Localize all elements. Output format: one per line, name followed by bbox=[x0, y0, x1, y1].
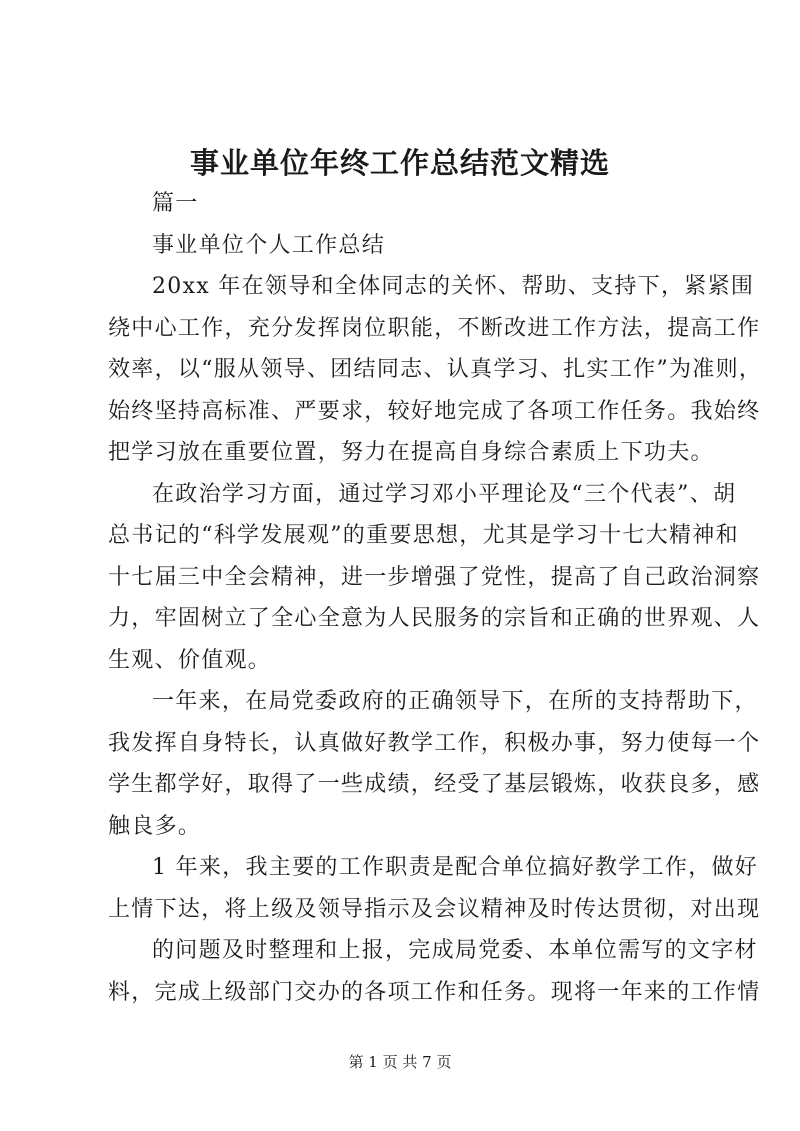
text-line: 触良多。 bbox=[108, 814, 202, 839]
text-line: 十七届三中全会精神，进一步增强了党性，提高了自己政治洞察 bbox=[108, 565, 761, 590]
text-line: 料，完成上级部门交办的各项工作和任务。现将一年来的工作情 bbox=[108, 980, 761, 1005]
text-line: 的问题及时整理和上报，完成局党委、本单位需写的文字材 bbox=[152, 938, 758, 963]
text-line: 绕中心工作，充分发挥岗位职能，不断改进工作方法，提高工作 bbox=[108, 316, 761, 341]
text-line: 我发挥自身特长，认真做好教学工作，积极办事，努力使每一个 bbox=[108, 731, 761, 756]
text-line: 效率，以“服从领导、团结同志、认真学习、扎实工作”为准则， bbox=[108, 357, 763, 382]
text-line: 一年来，在局党委政府的正确领导下，在所的支持帮助下， bbox=[152, 689, 758, 714]
text-line: 在政治学习方面，通过学习邓小平理论及“三个代表”、胡 bbox=[152, 482, 737, 507]
document-title: 事业单位年终工作总结范文精选 bbox=[189, 146, 610, 180]
page-number: 第 1 页 共 7 页 bbox=[348, 1053, 452, 1071]
text-line: 生观、价值观。 bbox=[108, 648, 272, 673]
text-line: 力，牢固树立了全心全意为人民服务的宗旨和正确的世界观、人 bbox=[108, 606, 761, 631]
text-line: 把学习放在重要位置，努力在提高自身综合素质上下功夫。 bbox=[108, 440, 714, 465]
text-line: 1 年来，我主要的工作职责是配合单位搞好教学工作，做好 bbox=[152, 855, 759, 880]
text-line: 始终坚持高标准、严要求，较好地完成了各项工作任务。我始终 bbox=[108, 399, 761, 424]
text-line: 20xx 年在领导和全体同志的关怀、帮助、支持下，紧紧围 bbox=[152, 274, 755, 299]
text-line: 上情下达，将上级及领导指示及会议精神及时传达贯彻，对出现 bbox=[108, 897, 761, 922]
text-line: 学生都学好，取得了一些成绩，经受了基层锻炼，收获良多，感 bbox=[108, 772, 761, 797]
subsection-heading: 事业单位个人工作总结 bbox=[152, 233, 386, 258]
text-line: 总书记的“科学发展观”的重要思想，尤其是学习十七大精神和 bbox=[108, 523, 739, 548]
section-heading: 篇一 bbox=[152, 191, 199, 216]
